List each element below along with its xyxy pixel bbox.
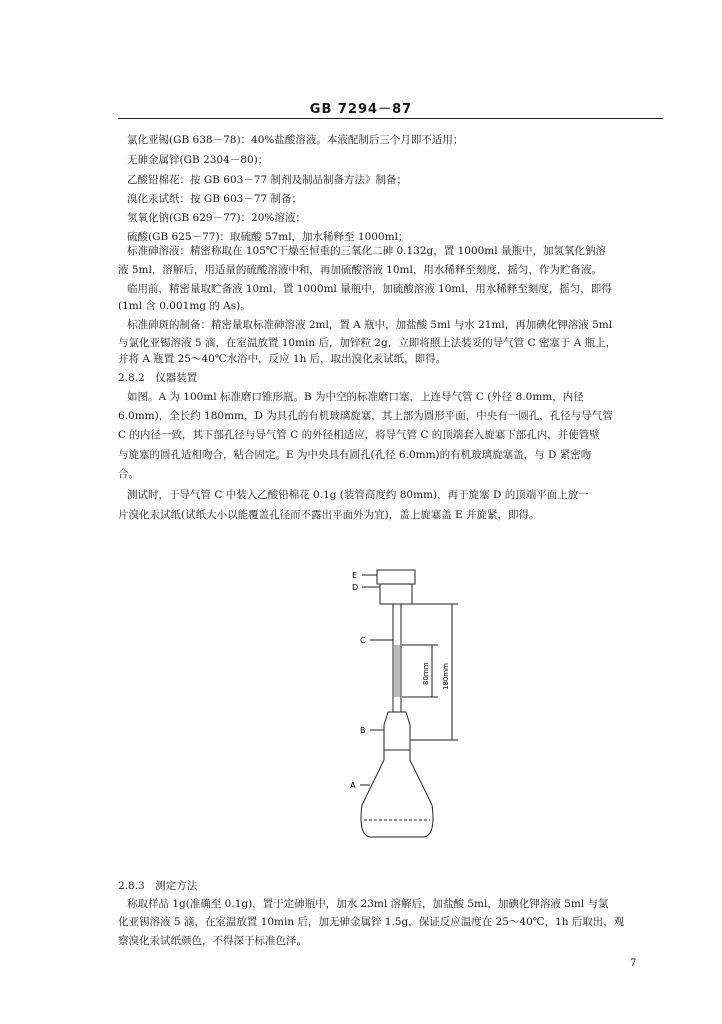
- procedure-line-1: 称取样品 1g(准确至 0.1g)，置于定砷瓶中，加水 23ml 溶解后，加盐酸 5ml，加碘化钾溶液 5ml 与氯: [127, 898, 609, 910]
- reagent-zinc: 无砷金属锌(GB 2304－80)；: [127, 154, 269, 166]
- arsenic-spot-line-3: 并将 A 瓶置 25～40℃水浴中，反应 1h 后，取出溴化汞试纸，即得。: [118, 353, 447, 365]
- dimension-180mm: 180mm: [442, 663, 450, 690]
- apparatus-figure: [340, 565, 490, 850]
- apparatus-line-3: C 的内径一致，其下部孔径与导气管 C 的外径相适应，将导气管 C 的顶端套入旋塞下部孔内，并使管壁: [118, 429, 600, 441]
- stopper-d: [380, 584, 412, 604]
- dilution-line-2: (1ml 含 0.001mg 的 As)。: [118, 300, 251, 312]
- apparatus-line-4: 与旋塞的圆孔适相吻合，粘合固定。E 为中央具有圆孔(孔径 6.0mm)的有机玻璃旋塞盖，与 D 紧密吻: [118, 449, 592, 461]
- section-2-8-3-title: 2.8.3 测定方法: [118, 880, 198, 892]
- flask-a: [361, 750, 433, 837]
- reagent-lead-acetate-cotton: 乙酸铅棉花：按 GB 603－77 制剂及制品制备方法》制备；: [127, 174, 408, 186]
- reagent-sodium-hydroxide: 氢氧化钠(GB 629－77)：20%溶液；: [127, 212, 306, 224]
- label-d: D: [352, 583, 359, 592]
- standard-arsenic-line-1: 标准砷溶液：精密称取在 105℃干燥至恒重的三氧化二砷 0.132g，置 1000ml 量瓶中，加氢氧化钠溶: [127, 245, 606, 257]
- apparatus-line-2: 6.0mm)，全长约 180mm，D 为具孔的有机玻璃旋塞，其上部为圆形平面，中央有一圆孔，孔径与导气管: [118, 410, 613, 422]
- procedure-line-2: 化亚锡溶液 5 滴，在室温放置 10min 后，加无砷金属锌 1.5g，保证反应温度在 25～40℃，1h 后取出，观: [118, 916, 625, 928]
- apparatus-line-1: 如图。A 为 100ml 标准磨口锥形瓶。B 为中空的标准磨口塞，上连导气管 C (外径 8.0mm，内径: [127, 391, 584, 403]
- dilution-line-1: 临用前，精密量取贮备液 10ml，置 1000ml 量瓶中，加硫酸溶液 10ml，用水稀释至刻度，摇匀，即得: [127, 283, 612, 295]
- ground-stopper-b: [384, 712, 410, 750]
- arsenic-spot-line-1: 标准砷斑的制备：精密量取标准砷溶液 2ml，置 A 瓶中，加盐酸 5ml 与水 21ml，再加碘化钾溶液 5ml: [127, 319, 613, 331]
- header-rule: [118, 118, 663, 119]
- label-c: C: [360, 636, 366, 645]
- document-header: GB 7294－87: [309, 102, 413, 117]
- test-setup-line-2: 片溴化汞试纸(试纸大小以能覆盖孔径而不露出平面外为宜)，盖上旋塞盖 E 并旋紧，即得。: [118, 509, 540, 521]
- cap-e: [377, 570, 415, 584]
- label-b: B: [360, 726, 366, 735]
- standard-arsenic-line-2: 液 5ml，溶解后，用适量的硫酸溶液中和，再加硫酸溶液 10ml，用水稀释至刻度，摇匀，作为贮备液。: [118, 264, 602, 276]
- label-a: A: [350, 781, 356, 790]
- test-setup-line-1: 测试时，于导气管 C 中装入乙酸铅棉花 0.1g (装管高度约 80mm)，再于旋塞 D 的顶端平面上放一: [127, 489, 589, 501]
- arsenic-spot-line-2: 与氯化亚锡溶液 5 滴，在室温放置 10min 后，加锌粒 2g，立即将照上法装妥的导气管 C 密塞于 A 瓶上，: [118, 337, 617, 349]
- label-e: E: [352, 571, 358, 580]
- cotton-packing: [394, 645, 400, 697]
- reagent-mercuric-bromide-paper: 溴化汞试纸：按 GB 603－77 制备；: [127, 193, 303, 205]
- reagent-sulfuric-acid: 硫酸(GB 625－77)：取硫酸 57ml，加水稀释至 1000ml；: [127, 231, 409, 243]
- dimension-80mm: 80mm: [422, 662, 430, 685]
- section-2-8-2-title: 2.8.2 仪器装置: [118, 372, 198, 384]
- apparatus-line-5: 合。: [118, 468, 139, 480]
- procedure-line-3: 察溴化汞试纸颜色，不得深于标准色泽。: [118, 935, 307, 947]
- reagent-stannous-chloride: 氯化亚锡(GB 638－78)：40%盐酸溶液。本液配制后三个月即不适用；: [127, 134, 464, 146]
- page-number: 7: [630, 958, 637, 969]
